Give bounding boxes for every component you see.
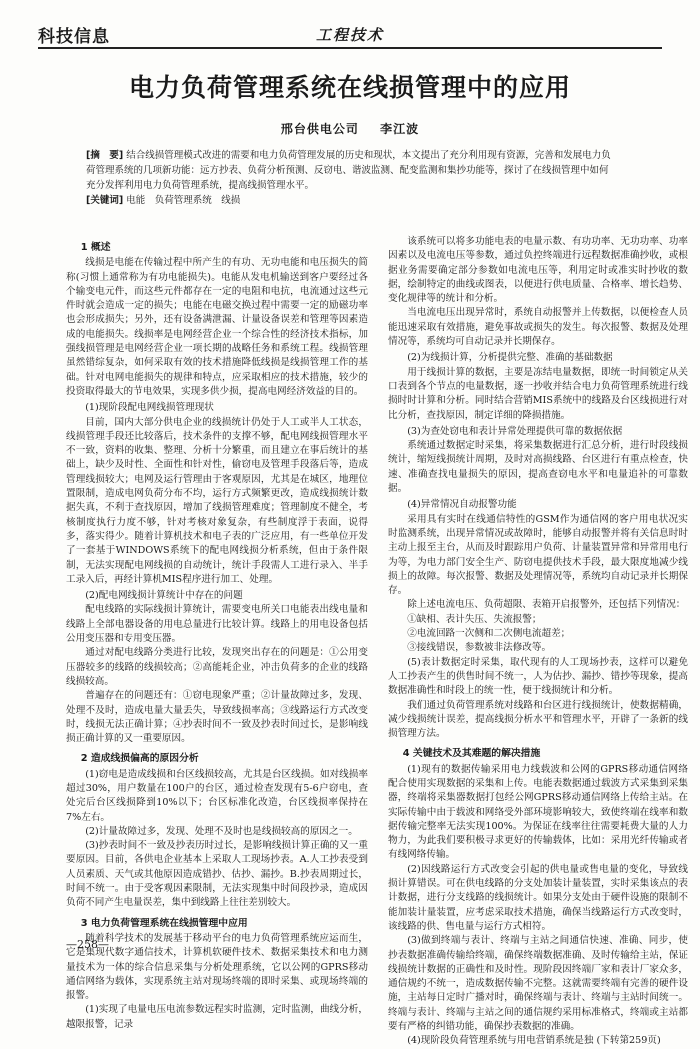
list-item: ②电流回路一次侧和二次侧电流超差； (407, 628, 571, 640)
paragraph: (5)表计数据定时采集，取代现有的人工现场抄表，这样可以避免人工抄表产生的供售时间不统一，人为估抄、漏抄、错抄等现象，提高数据准确性和时段上的统一性，便于线损统计和分析。 (388, 656, 688, 697)
section-heading: 1 概述 (80, 242, 111, 253)
article-title: 电力负荷管理系统在线损管理中的应用 (128, 73, 571, 102)
subheading: (3)为查处窃电和表计异常处理提供可靠的数据依据 (407, 425, 623, 437)
paragraph: 当电流电压出现异常时，系统自动报警并上传数据，以便检查人员能迅速采取有效措施，避免事故或损失的发生。每次报警、数据及处理情况等，系统均可自动记录并长期保存。 (388, 307, 688, 348)
paragraph: 配电线路的实际线损计算统计，需要变电所关口电能表出线电量和线路上全部电器设备的用电总量进行比较计算。线路上的用电设备包括公用变压器和专用变压器。 (66, 604, 368, 645)
paragraph: (3)做到终端与表计、终端与主站之间通信快速、准确、同步，使抄表数据准确传输给终端，确保终端数据准确、及时传输给主站，保证线损统计数据的正确性和及时性。现阶段因终端厂家和表计厂家众多，通信规约不统一，造成数据传输不完整。这就需要终端有完善的硬件设施，主站每日定时广播对时，确保终端与表计、终端与主站时间统一。终端与表计、终端与主站之间的通信规约采用标准格式，终端或主站都要有严格的纠错功能，确保抄表数据的准确。 (388, 935, 688, 1033)
paragraph: 目前，国内大部分供电企业的线损统计仍处于人工或半人工状态，线损管理手段还比较落后，技术条件的支撑不够，配电网线损管理水平不一致，资料的收集、整理、分析十分繁重，而且建立在事后统计的基础上，缺少及时性、全面性和针对性，偷窃电及管理手段落后等，造成管理线损较大；电网及运行管理由于客观原因，尤其是在城区，地理位置限制，造成电网负荷分布不均，运行方式频繁更改，造成线损统计数据失真，不利于查找原因，增加了线损管理难度；管理制度不健全，考核制度执行力度不够，针对考核对象复杂，有些制度浮于表面，说得多，落实得少。随着计算机技术和电子表的广泛应用，有一些单位开发了一套基于WINDOWS系统下的配电网线损分析系统，但由于条件限制，无法实现配电网线损的自动统计，统计手段需人工进行录入、半手工录入后，再经计算机MIS程序进行加工、处理。 (66, 416, 368, 585)
right-column (388, 235, 688, 1049)
subheading: (1)现阶段配电网线损管理现状 (85, 402, 214, 414)
section-heading: 4 关键技术及其难题的解决措施 (402, 748, 541, 760)
header-rule (38, 47, 662, 49)
left-column (66, 235, 368, 1032)
paragraph: 除上述电流电压、负荷超限、表箱开启报警外，还包括下列情况： (407, 599, 686, 611)
paragraph: 普遍存在的问题还有：①窃电现象严重；②计量故障过多，发现、处理不及时，造成电量大量丢失，导致线损率高；③线路运行方式改变时，线损无法正确计算；④抄表时间不一致及抄表时间过长，是影响线损正确计算的又一重要原因。 (66, 690, 368, 745)
list-item: ①缺相、表计失压、失流报警； (407, 613, 542, 625)
page-header (38, 14, 662, 50)
abstract-label: [摘 要] (86, 150, 124, 161)
paragraph: (2)计量故障过多，发现、处理不及时也是线损较高的原因之一。 (85, 825, 358, 837)
subheading: (2)配电网线损计算统计中存在的问题 (85, 590, 243, 602)
paragraph: 系统通过数据定时采集，将采集数据进行汇总分析，进行时段线损统计，缩短线损统计周期，及时对高损线路、台区进行有重点检查，快速、准确查找电量损失的原因，提高查窃电水平和电量追补的可靠数据。 (388, 440, 688, 495)
section-heading: 3 电力负荷管理系统在线损管理中应用 (80, 917, 248, 929)
paragraph: 用于线损计算的数据，主要是冻结电量数据，即统一时间锁定从关口表到各个节点的电量数据，逐一抄收并结合电力负荷管理系统进行线损时时计算和分析。同时结合营销MIS系统中的线路及台区线损进行对比分析，查找原因，制定详细的降损措施。 (388, 366, 688, 421)
page-number: —258— (66, 938, 109, 951)
paragraph (388, 1034, 688, 1048)
paragraph: 该系统可以将多功能电表的电量示数、有功功率、无功功率、功率因素以及电流电压等参数，通过负控终端进行远程数据准确抄收，或根据业务需要确定部分参数如电流电压等，利用定时或准实时抄收的数据，绘制特定的曲线或图表，以便进行供电质量、合格率、增长趋势、变化规律等的统计和分析。 (388, 236, 688, 305)
paragraph: (1)实现了电量电压电流参数远程实时监测，定时监测，曲线分析，越限报警，记录 (66, 1004, 368, 1030)
section-name: 工程技术 (315, 26, 384, 44)
paragraph: 我们通过负荷管理系统对线路和台区进行线损统计，使数据精确，减少线损统计误差，提高线损分析水平和管理水平，开辟了一条新的线损管理方法。 (388, 699, 688, 740)
abstract-block (86, 148, 614, 208)
author-name: 李江波 (380, 122, 420, 136)
keywords-label: [关键词] (86, 195, 124, 206)
subheading: (4)异常情况自动报警功能 (407, 499, 517, 511)
author-line (0, 120, 700, 137)
paragraph: (1)窃电是造成线损和台区线损较高，尤其是台区线损。如对线损率超过30%，用户数量在100户的台区，通过检查发现有5-6户窃电，查处完后台区线损降到10%以下；台区标准化改造，台区线损率保持在7%左右。 (66, 768, 368, 823)
keywords-text: 电能 负荷管理系统 线损 (126, 195, 241, 206)
paragraph: 线损是电能在传输过程中所产生的有功、无功电能和电压损失的简称(习惯上通常称为有功电能损失)。电能从发电机输送到客户要经过各个输变电元件，而这些元件都存在一定的电阻和电抗，电流通过这些元件时就会造成一定的损失；电能在电磁交换过程中需要一定的励磁功率也会形成损失；另外，还有设备满泄漏、计量设备误差和管理等因素造成的电能损失。线损率是电网经营企业一个综合性的经济技术指标，加强线损管理是电网经营企业一项长期的战略任务和系统工程。线损管理虽然错综复杂，如何采取有效的技术措施降低线损是线损管理工作的基础。针对电网电能损失的规律和特点，应采取相应的技术措施，较少的投资取得最大的节电效果，实现多供少损，提高电网经济效益的目的。 (66, 257, 368, 397)
paragraph: 采用具有实时在线通信特性的GSM作为通信网的客户用电状况实时监测系统，出现异常情况或故障时，能够自动报警并将有关信息时时主动上报至主台，从而及时跟踪用户负荷、计量装置异常和异常用电行为等，为电力部门安全生产、防窃电提供技术手段，最大限度地减少线损上的故障。每次报警、数据及处理情况等，系统均自动记录并长期保存。 (388, 513, 688, 597)
abstract-text: 结合线损管理模式改进的需要和电力负荷管理发展的历史和现状，本文提出了充分利用现有资源，完善和发展电力负荷管理系统的几项新功能：远方抄表、负荷分析预测、反窃电、谐波监测、配变监测和集抄功能等，探讨了在线损管理中如何充分发挥利用电力负荷管理系统，提高线损管理水平。 (86, 150, 611, 191)
paragraph-text: (4)现阶段负荷管理系统与用电营销系统是独 (407, 1035, 594, 1047)
paragraph: 随着科学技术的发展基于移动平台的电力负荷管理系统应运而生，它是集现代数字通信技术，计算机软硬件技术、数据采集技术和电力测量技术为一体的综合信息采集与分析处理系统，它以公网的GPRS移动通信网络为载体，实现系统主站对现场终端的即时采集、或现场终端的报警。 (66, 932, 368, 1002)
paragraph: (2)因线路运行方式改变会引起的供电量或售电量的变化，导致线损计算错误。可在供电线路的分支处加装计量装置，实时采集该点的表计数据，进行分支线路的线损统计。如果分支处由于硬件设施的限制不能加装计量装置，应考虑采取技术措施，确保当线路运行方式改变时，该线路的供、售电量与运行方式相符。 (388, 863, 688, 932)
section-heading: 2 造成线损偏高的原因分析 (80, 753, 199, 765)
continued-note: (下转第259页) (596, 1035, 661, 1047)
journal-name: 科技信息 (38, 27, 110, 47)
list-item: ③接线错误，参数被非法修改等。 (407, 642, 552, 654)
paragraph: (1)现有的数据传输采用电力线载波和公网的GPRS移动通信网络配合使用实现数据的采集和上传。电能表数据通过载波方式采集到采集器，终端将采集器数据打包经公网GPRS移动通信网络上传给主站。在实际传输中由于载波和网络受外部环境影响较大，致使终端在线率和数据传输完整率无法实现100%。为保证在线率往往需要耗费大量的人力物力，为此我们要积极寻求更好的传输载体，比如：采用光纤传输或者有线网络传输。 (388, 763, 688, 861)
subheading: (2)为线损计算，分析提供完整、准确的基础数据 (407, 352, 613, 364)
paragraph: (3)抄表时间不一致及抄表历时过长，是影响线损计算正确的又一重要原因。目前，各供电企业基本上采取人工现场抄表。A.人工抄表受到人员素质、天气或其他原因造成错抄、估抄、漏抄。B.抄表周期过长，时间不统一。由于受客观因素限制，无法实现集中时间段抄录，造成因负荷不同产生电量误差，集中到线路上往往差别较大。 (66, 840, 368, 909)
paragraph: 通过对配电线路分类进行比较，发现突出存在的问题是：①公用变压器较多的线路的线损较高；②高能耗企业，冲击负荷多的企业的线路线损较高。 (66, 647, 368, 687)
author-affiliation: 邢台供电公司 (280, 122, 359, 136)
